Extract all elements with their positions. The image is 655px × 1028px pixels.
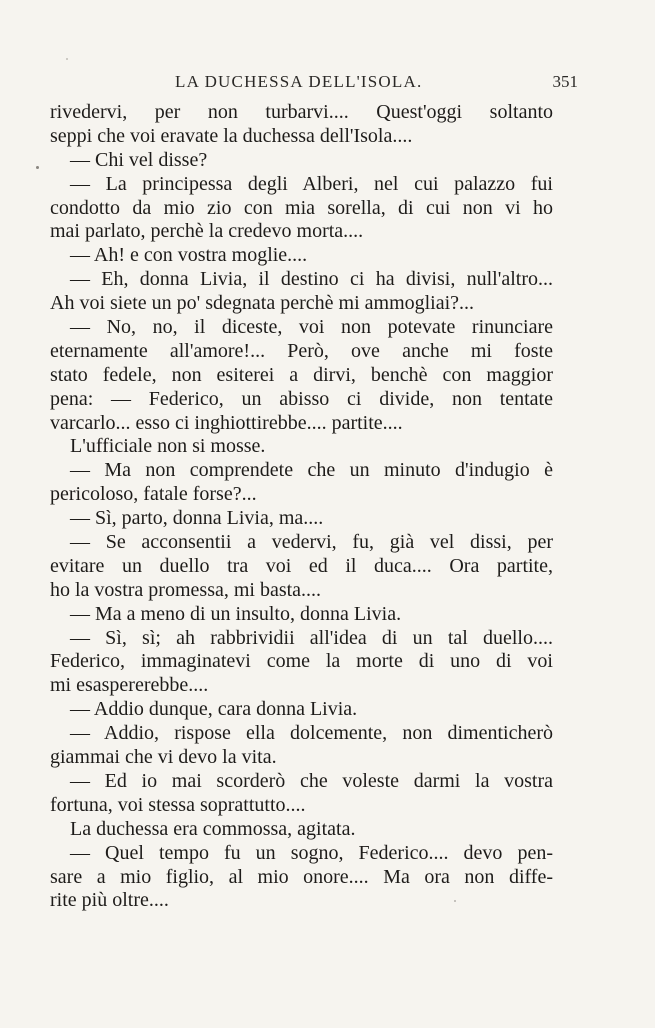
page-header [50, 72, 578, 98]
text-line: — Ah! e con vostra moglie.... [70, 244, 308, 267]
text-line: — Se acconsentii a vedervi, fu, già vel dissi, per [70, 531, 553, 554]
text-line: — Chi vel disse? [70, 148, 208, 171]
text-line: — Ma a meno di un insulto, donna Livia. [70, 602, 402, 625]
text-line: — Eh, donna Livia, il destino ci ha divisi, null'altro... [70, 268, 553, 291]
paper-speck [36, 166, 39, 169]
text-line: — Addio dunque, cara donna Livia. [70, 698, 358, 721]
text-line: — Sì, sì; ah rabbrividii all'idea di un tal duello.... [70, 626, 553, 649]
text-line: Ah voi siete un po' sdegnata perchè mi ammogliai?... [50, 292, 475, 315]
running-head: LA DUCHESSA DELL'ISOLA. [175, 72, 423, 91]
text-line: pericoloso, fatale forse?... [50, 483, 257, 506]
text-line: seppi che voi eravate la duchessa dell'Isola.... [50, 124, 413, 147]
text-line: — Quel tempo fu un sogno, Federico.... devo pen- [70, 841, 553, 864]
text-line: Federico, immaginatevi come la morte di uno di voi [50, 650, 553, 673]
text-line: rivedervi, per non turbarvi.... Quest'oggi soltanto [50, 101, 553, 123]
text-line: evitare un duello tra voi ed il duca.... Ora partite, [50, 554, 553, 577]
text-line: La duchessa era commossa, agitata. [70, 817, 356, 840]
text-line: stato fedele, non esiterei a dirvi, benchè con maggior [50, 363, 553, 386]
text-line: rite più oltre.... [50, 889, 169, 912]
text-line: eternamente all'amore!... Però, ove anche mi foste [50, 339, 553, 362]
text-line: — La principessa degli Alberi, nel cui palazzo fui [70, 172, 553, 195]
text-line: L'ufficiale non si mosse. [70, 435, 266, 458]
text-line: pena: — Federico, un abisso ci divide, non tentate [50, 387, 553, 410]
body-text [50, 101, 553, 913]
text-line: — Sì, parto, donna Livia, ma.... [70, 507, 324, 530]
text-line: sare a mio figlio, al mio onore.... Ma ora non diffe- [50, 865, 553, 888]
page-number: 351 [552, 72, 578, 91]
text-line: — Addio, rispose ella dolcemente, non dimenticherò [70, 722, 553, 745]
text-line: mai parlato, perchè la credevo morta.... [50, 220, 364, 243]
text-line: fortuna, voi stessa soprattutto.... [50, 793, 306, 816]
text-line: — Ed io mai scorderò che voleste darmi la vostra [70, 769, 553, 792]
text-line: giammai che vi devo la vita. [50, 746, 277, 769]
text-line: — No, no, il diceste, voi non potevate rinunciare [70, 316, 553, 339]
text-line: ho la vostra promessa, mi basta.... [50, 578, 322, 601]
text-line: mi esaspererebbe.... [50, 674, 209, 697]
text-line: varcarlo... esso ci inghiottirebbe.... partite.... [50, 411, 403, 434]
text-line: — Ma non comprendete che un minuto d'indugio è [70, 459, 553, 482]
paper-speck [66, 58, 68, 60]
text-line: condotto da mio zio con mia sorella, di cui non vi ho [50, 196, 553, 219]
paper-speck [454, 900, 456, 902]
